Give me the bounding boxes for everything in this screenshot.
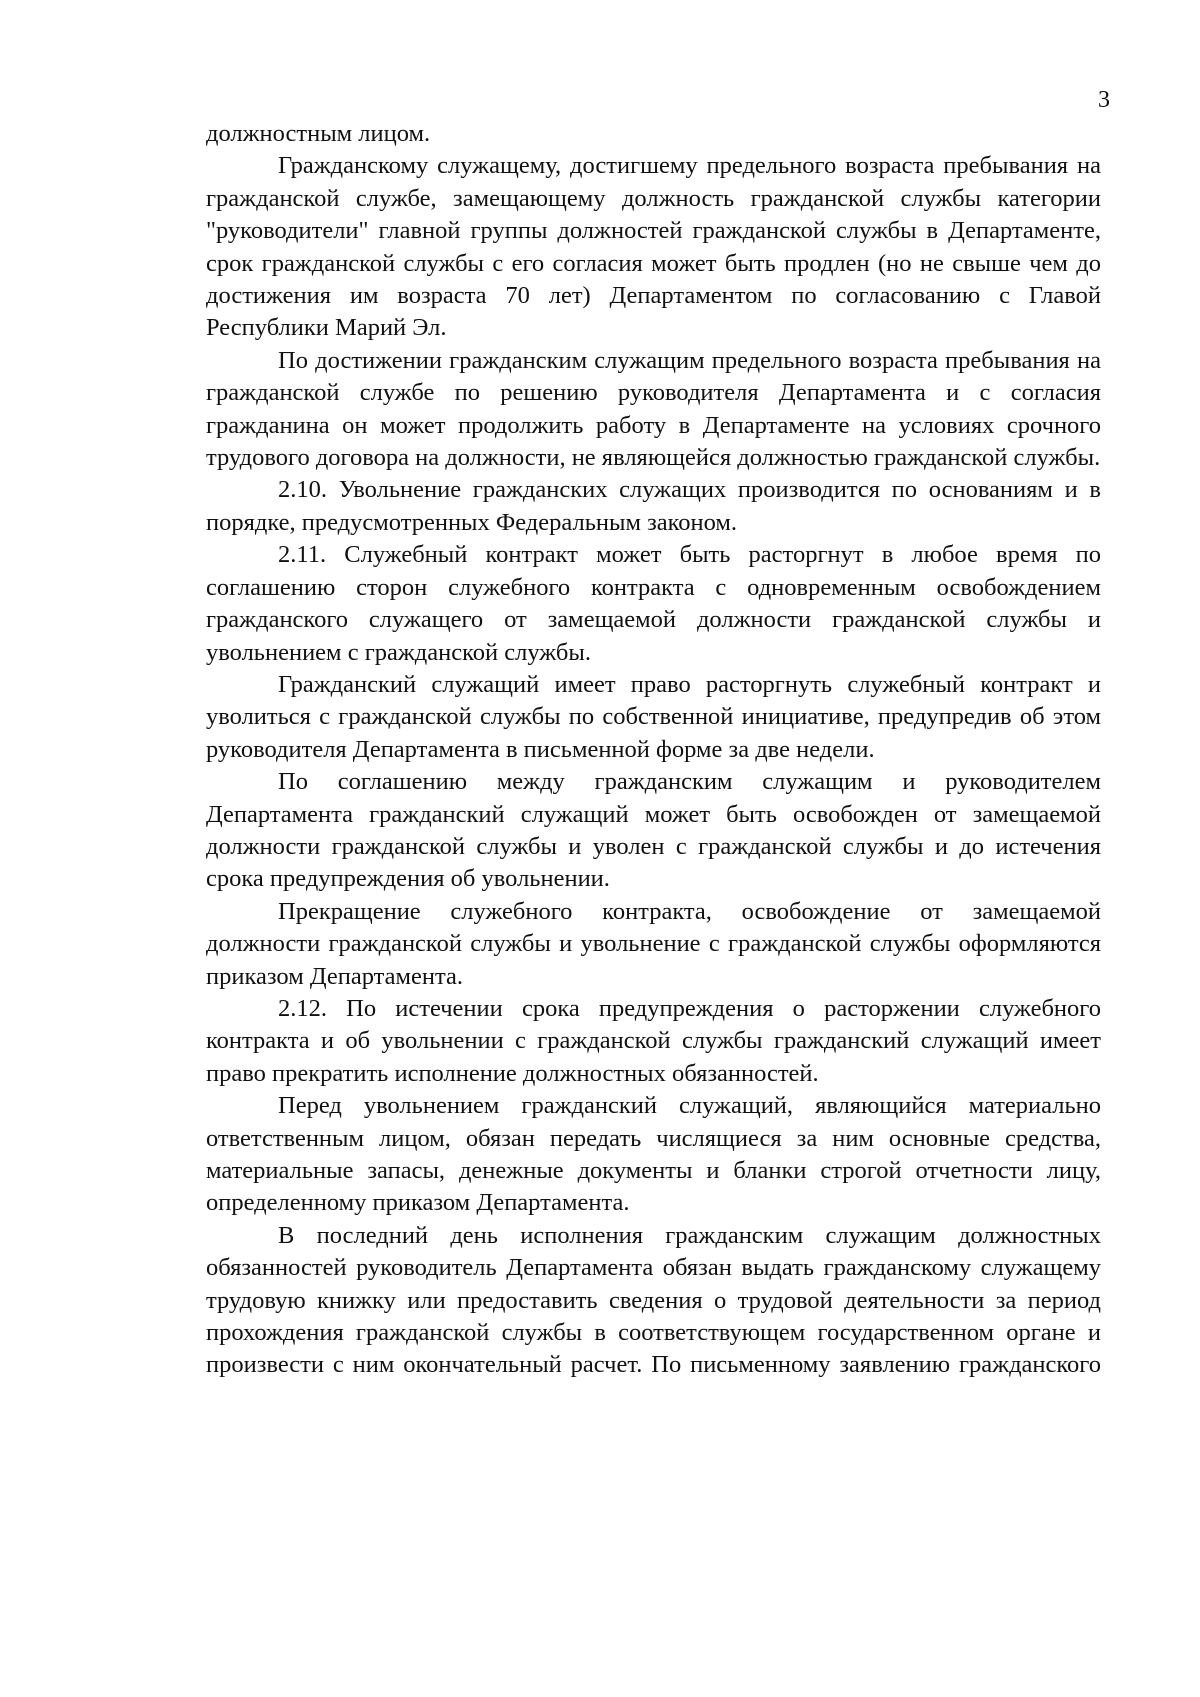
paragraph-continuation: должностным лицом. (206, 120, 431, 147)
paragraph-clause-2-12: 2.12. По истечении срока предупреждения о расторжении служебного контракта и об увольнении с гражданской службы гражданский служащий имеет право прекратить исполнение должностных обязанностей. (206, 994, 1101, 1087)
paragraph-clause-2-10: 2.10. Увольнение гражданских служащих производится по основаниям и в порядке, предусмотренных Федеральным законом. (206, 476, 1101, 536)
document-body (206, 118, 1101, 1382)
paragraph-term-extension: Гражданскому служащему, достигшему предельного возраста пребывания на гражданской службе, замещающему должность гражданской службы категории "руководители" главной группы должностей гражданской службы в Департаменте, срок гражданской службы с его согласия может быть продлен (но не свыше чем до достижения им возраста 70 лет) Департаментом по согласованию с Главой Республики Марий Эл. (206, 152, 1101, 342)
paragraph-own-initiative: Гражданский служащий имеет право расторгнуть служебный контракт и уволиться с гражданской службы по собственной инициативе, предупредив об этом руководителя Департамента в письменной форме за две недели. (206, 670, 1101, 763)
paragraph-mutual-agreement: По соглашению между гражданским служащим и руководителем Департамента гражданский служащий может быть освобожден от замещаемой должности гражданской службы и уволен с гражданской службы и до истечения срока предупреждения об увольнении. (206, 768, 1101, 893)
paragraph-termination-order: Прекращение служебного контракта, освобождение от замещаемой должности гражданской службы и увольнение с гражданской службы оформляются приказом Департамента. (206, 897, 1101, 990)
paragraph-material-liability: Перед увольнением гражданский служащий, являющийся материально ответственным лицом, обязан передать числящиеся за ним основные средства, материальные запасы, денежные документы и бланки строгой отчетности лицу, определенному приказом Департамента. (206, 1092, 1101, 1217)
paragraph-clause-2-11: 2.11. Служебный контракт может быть расторгнут в любое время по соглашению сторон служебного контракта с одновременным освобождением гражданского служащего от замещаемой должности гражданской службы и увольнением с гражданской службы. (206, 541, 1101, 666)
paragraph-last-working-day: В последний день исполнения гражданским служащим должностных обязанностей руководитель Департамента обязан выдать гражданскому служащему трудовую книжку или предоставить сведения о трудовой деятельности за период прохождения гражданской службы в соответствующем государственном органе и произвести с ним окончательный расчет. По письменному заявлению гражданского (206, 1221, 1101, 1379)
page-number: 3 (1098, 87, 1110, 113)
paragraph-fixed-term-contract: По достижении гражданским служащим предельного возраста пребывания на гражданской службе по решению руководителя Департамента и с согласия гражданина он может продолжить работу в Департаменте на условиях срочного трудового договора на должности, не являющейся должностью гражданской службы. (206, 346, 1101, 472)
